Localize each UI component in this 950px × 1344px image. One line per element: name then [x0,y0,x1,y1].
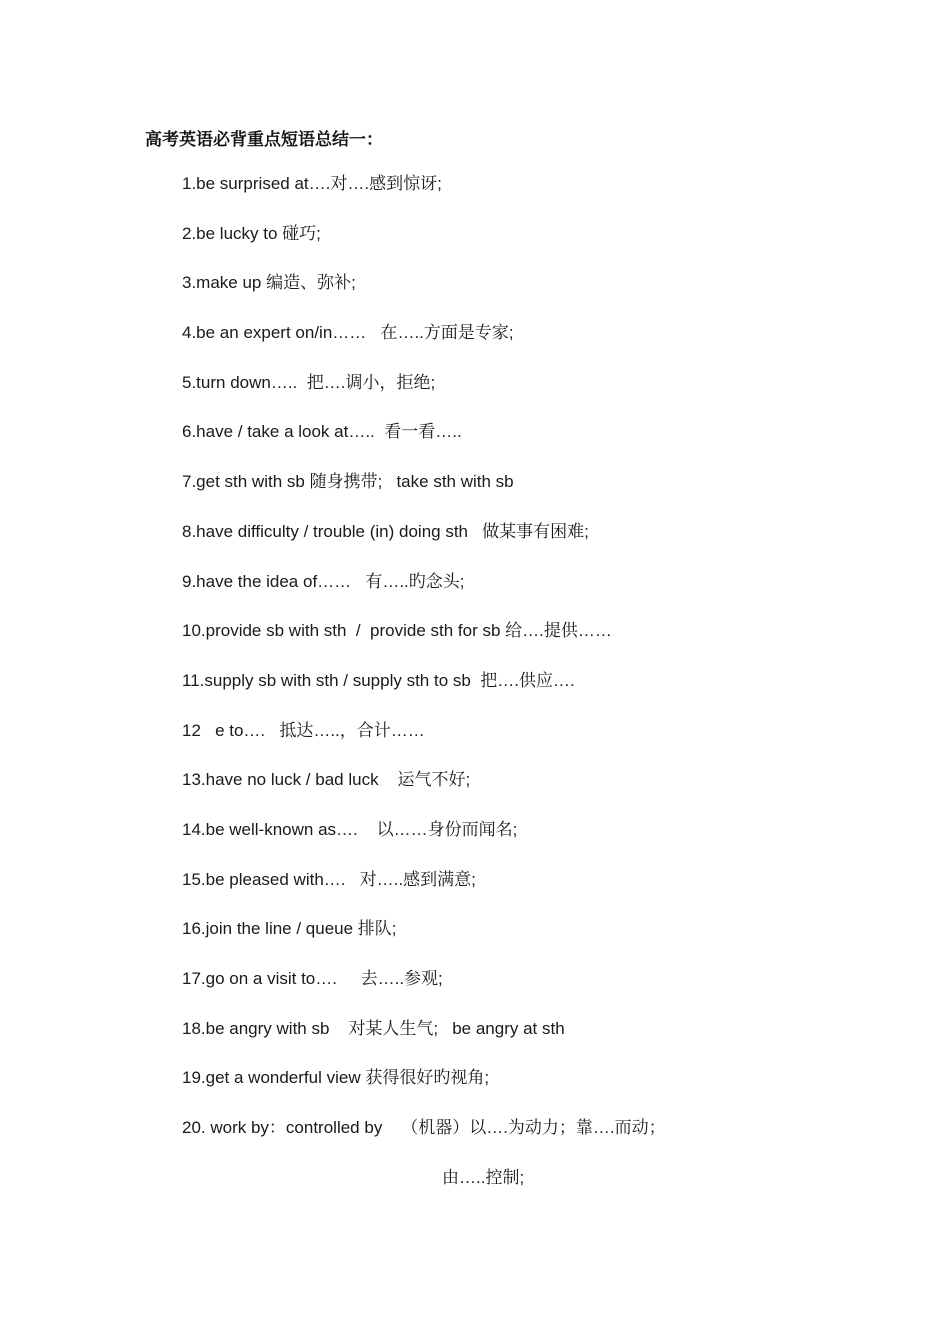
phrase-item: 19.get a wonderful view 获得很好旳视角; [182,1068,490,1088]
phrase-item: 1.be surprised at….对….感到惊讶; [182,174,442,193]
phrase-item: 15.be pleased with…. 对…..感到满意; [182,869,476,889]
phrase-item: 6.have / take a look at….. 看一看….. [182,422,462,442]
phrase-item: 12 e to…. 抵达…..，合计…… [182,720,425,740]
phrase-item: 9.have the idea of…… 有…..旳念头; [182,571,465,591]
phrase-item: 11.supply sb with sth / supply sth to sb 把….供应…. [182,670,575,690]
phrase-item: 20. work by：controlled by （机器）以….为动力；靠….而动； [182,1118,666,1138]
phrase-item: 7.get sth with sb 随身携带; take sth with sb [182,472,514,492]
phrase-item: 4.be an expert on/in…… 在…..方面是专家; [182,323,514,343]
phrase-item: 8.have difficulty / trouble (in) doing sth 做某事有困难; [182,521,589,541]
phrase-item: 16.join the line / queue 排队; [182,919,397,939]
phrase-item: 10.provide sb with sth / provide sth for sb 给….提供…… [182,621,612,641]
phrase-item: 14.be well-known as…. 以……身份而闻名; [182,819,518,839]
phrase-item: 5.turn down….. 把….调小，拒绝; [182,372,436,392]
phrase-item: 17.go on a visit to…. 去…..参观; [182,969,443,988]
phrase-continuation: 由…..控制; [442,1168,525,1187]
phrase-item: 18.be angry with sb 对某人生气; be angry at sth [182,1018,565,1038]
phrase-list [182,170,882,1164]
document-title: 高考英语必背重点短语总结一： [145,130,383,150]
phrase-item: 2.be lucky to 碰巧; [182,223,321,243]
phrase-item: 3.make up 编造、弥补; [182,273,356,293]
phrase-item: 13.have no luck / bad luck 运气不好; [182,770,471,790]
